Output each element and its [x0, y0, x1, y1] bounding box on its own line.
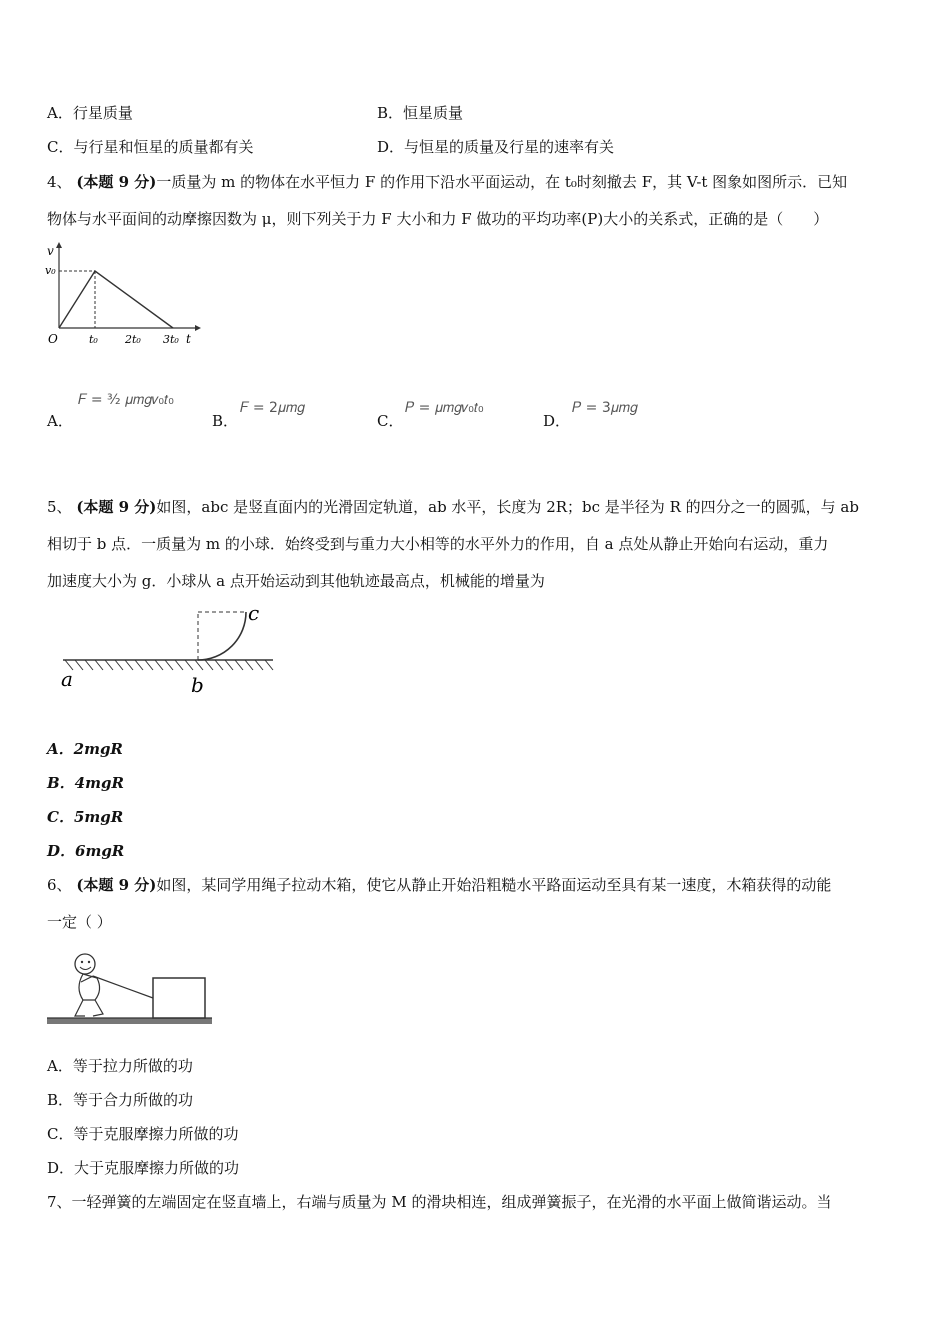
q4-option-c-label: C．	[377, 412, 404, 430]
q6-option-d: D．大于克服摩擦力所做的功	[47, 1159, 240, 1177]
q4-graph-t0-label: t₀	[89, 333, 98, 346]
q4-vt-graph	[45, 240, 205, 350]
q4-option-b-formula: 𝐹 = 2𝜇𝑚𝑔	[240, 400, 305, 416]
q6-option-c: C．等于克服摩擦力所做的功	[47, 1125, 239, 1143]
q4-graph-2t0-label: 2t₀	[125, 333, 141, 346]
q5-option-b: B．4mgR	[47, 774, 124, 792]
q4-option-b-label: B．	[212, 412, 239, 430]
q4-graph-v-axis-label: v	[47, 244, 54, 258]
q5-score: (本题 9 分)	[76, 498, 157, 516]
q4-graph-v0-label: v₀	[45, 264, 56, 277]
q6-option-a: A．等于拉力所做的功	[47, 1057, 193, 1075]
q6-option-b: B．等于合力所做的功	[47, 1091, 194, 1109]
q4-option-d-formula: 𝑃 = 3𝜇𝑚𝑔	[572, 400, 638, 416]
q4-text-1: 一质量为 m 的物体在水平恒力 F 的作用下沿水平面运动，在 t₀时刻撤去 F，其 V-t 图象如图所示．已知	[156, 173, 848, 191]
q5-number: 5、	[47, 498, 72, 516]
q4-option-a-label: A．	[47, 412, 73, 430]
q6-text-2: 一定（ ）	[47, 913, 112, 931]
q3-option-d: D．与恒星的质量及行星的速率有关	[377, 138, 615, 156]
q5-text-2: 相切于 b 点．一质量为 m 的小球．始终受到与重力大小相等的水平外力的作用，自 a 点处从静止开始向右运动，重力	[47, 535, 829, 553]
q5-point-b-label: b	[191, 673, 204, 697]
q3-option-b: B．恒星质量	[377, 104, 464, 122]
q6-line-1	[47, 874, 831, 895]
q5-text-3: 加速度大小为 g．小球从 a 点开始运动到其他轨迹最高点，机械能的增量为	[47, 572, 545, 590]
q5-option-c: C．5mgR	[47, 808, 124, 826]
student-figure-icon	[75, 954, 103, 1016]
q4-graph-origin-label: O	[48, 332, 58, 346]
q4-graph-3t0-label: 3t₀	[163, 333, 179, 346]
q4-option-d-label: D．	[543, 412, 571, 430]
q5-track-figure	[55, 600, 280, 700]
q4-option-a-formula: 𝐹 = ³⁄₂ 𝜇𝑚𝑔𝑣₀𝑡₀	[78, 392, 174, 408]
q6-pulling-box-figure	[45, 948, 215, 1030]
q5-option-a: A．2mgR	[47, 740, 123, 758]
q3-option-c: C．与行星和恒星的质量都有关	[47, 138, 254, 156]
q4-graph-t-axis-label: t	[186, 332, 191, 346]
q5-point-c-label: c	[248, 601, 260, 625]
q4-text-2: 物体与水平面间的动摩擦因数为 μ，则下列关于力 F 大小和力 F 做功的平均功率(P)大小的关系式，正确的是（ ）	[47, 210, 829, 228]
q5-line-1	[47, 496, 859, 517]
q4-option-c-formula: 𝑃 = 𝜇𝑚𝑔𝑣₀𝑡₀	[405, 400, 484, 416]
q5-option-d: D．6mgR	[47, 842, 125, 860]
q3-option-a: A．行星质量	[47, 104, 133, 122]
q4-line-1	[47, 171, 847, 192]
q5-text-1: 如图，abc 是竖直面内的光滑固定轨道，ab 水平，长度为 2R；bc 是半径为 R 的四分之一的圆弧，与 ab	[156, 498, 859, 516]
q5-point-a-label: a	[61, 667, 73, 691]
q7-text-1: 7、一轻弹簧的左端固定在竖直墙上，右端与质量为 M 的滑块相连，组成弹簧振子，在光滑的水平面上做简谐运动。当	[47, 1193, 832, 1211]
q6-text-1: 如图，某同学用绳子拉动木箱，使它从静止开始沿粗糙水平路面运动至具有某一速度，木箱获得的动能	[156, 876, 832, 894]
q6-number: 6、	[47, 876, 72, 894]
q6-score: (本题 9 分)	[76, 876, 157, 894]
q4-score: (本题 9 分)	[76, 173, 157, 191]
q4-number: 4、	[47, 173, 72, 191]
